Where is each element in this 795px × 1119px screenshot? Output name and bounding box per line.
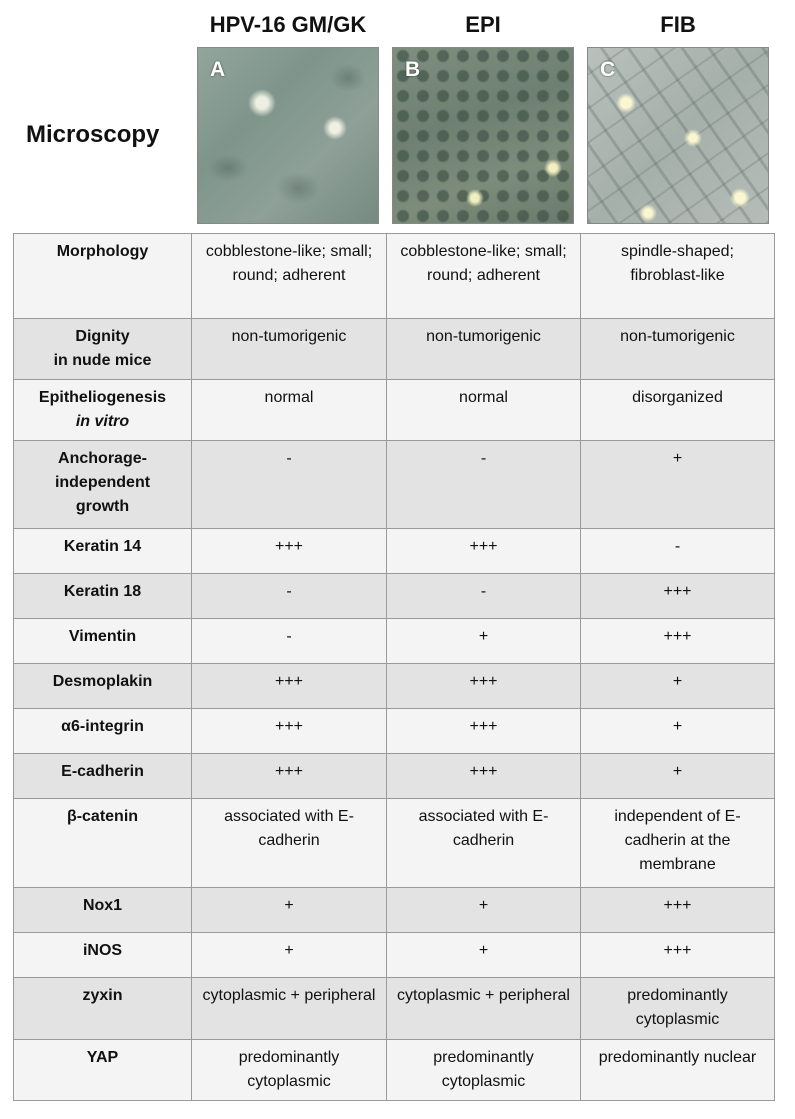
row-label-line: Dignity xyxy=(75,328,130,345)
table-row-anchorage xyxy=(14,441,775,529)
row-label-line: Epitheliogenesis xyxy=(38,389,167,406)
table-row-yap xyxy=(14,1040,775,1101)
cell-epi: cytoplasmic + peripheral xyxy=(387,978,581,1040)
table-row-inos xyxy=(14,933,775,978)
microscopy-image-hpv16 xyxy=(197,47,379,224)
row-label-line: growth xyxy=(75,498,130,515)
cell-fib: +++ xyxy=(581,933,775,978)
cell-epi: + xyxy=(387,888,581,933)
row-label: Keratin 14 xyxy=(14,529,192,574)
cell-epi: cobblestone-like; small; round; adherent xyxy=(387,234,581,319)
table-row-epitheliogenesis xyxy=(14,380,775,441)
table-row-dignity xyxy=(14,319,775,380)
column-header-hpv16: HPV-16 GM/GK xyxy=(209,12,367,37)
cell-hpv16: +++ xyxy=(192,664,387,709)
cell-fib: + xyxy=(581,441,775,529)
row-label: YAP xyxy=(14,1040,192,1101)
cell-epi: - xyxy=(387,574,581,619)
row-label: α6-integrin xyxy=(14,709,192,754)
row-label: Vimentin xyxy=(14,619,192,664)
row-label xyxy=(14,319,192,380)
cell-epi: associated with E-cadherin xyxy=(387,799,581,888)
table-row-b-catenin xyxy=(14,799,775,888)
row-label: Morphology xyxy=(14,234,192,319)
row-label xyxy=(14,380,192,441)
table-row-e-cadherin xyxy=(14,754,775,799)
row-label: zyxin xyxy=(14,978,192,1040)
cell-hpv16: normal xyxy=(192,380,387,441)
cell-fib: +++ xyxy=(581,619,775,664)
table-row-keratin18 xyxy=(14,574,775,619)
column-header-epi: EPI xyxy=(465,12,501,37)
cell-epi: +++ xyxy=(387,709,581,754)
cell-hpv16: + xyxy=(192,933,387,978)
row-label: iNOS xyxy=(14,933,192,978)
microscopy-image-epi xyxy=(392,47,574,224)
cell-fib: +++ xyxy=(581,574,775,619)
cell-hpv16: +++ xyxy=(192,529,387,574)
cell-fib: disorganized xyxy=(581,380,775,441)
row-label xyxy=(14,441,192,529)
cell-hpv16: cobblestone-like; small; round; adherent xyxy=(192,234,387,319)
row-label-line: in nude mice xyxy=(53,352,152,369)
table-row-zyxin xyxy=(14,978,775,1040)
row-label: β-catenin xyxy=(14,799,192,888)
cell-hpv16: - xyxy=(192,574,387,619)
cell-hpv16: cytoplasmic + peripheral xyxy=(192,978,387,1040)
cell-fib: predominantly cytoplasmic xyxy=(581,978,775,1040)
panel-letter-a: A xyxy=(210,58,226,81)
cell-hpv16: +++ xyxy=(192,709,387,754)
cell-epi: +++ xyxy=(387,529,581,574)
properties-table xyxy=(13,233,775,1101)
microscopy-image-fib xyxy=(587,47,769,224)
table-row-desmoplakin xyxy=(14,664,775,709)
cell-fib: non-tumorigenic xyxy=(581,319,775,380)
row-label-line: Anchorage- xyxy=(58,450,147,467)
row-label: Keratin 18 xyxy=(14,574,192,619)
cell-epi: normal xyxy=(387,380,581,441)
table-row-morphology xyxy=(14,234,775,319)
table-row-vimentin xyxy=(14,619,775,664)
cell-epi: - xyxy=(387,441,581,529)
cell-fib: + xyxy=(581,709,775,754)
cell-epi: non-tumorigenic xyxy=(387,319,581,380)
microscopy-label: Microscopy xyxy=(26,121,160,148)
cell-fib: +++ xyxy=(581,888,775,933)
panel-letter-b: B xyxy=(405,58,421,81)
cell-epi: +++ xyxy=(387,754,581,799)
cell-hpv16: non-tumorigenic xyxy=(192,319,387,380)
panel-letter-c: C xyxy=(600,58,616,81)
cell-fib: spindle-shaped; fibroblast-like xyxy=(581,234,775,319)
cell-hpv16: predominantly cytoplasmic xyxy=(192,1040,387,1101)
cell-hpv16: +++ xyxy=(192,754,387,799)
row-label: E-cadherin xyxy=(14,754,192,799)
cell-epi: +++ xyxy=(387,664,581,709)
row-label: Nox1 xyxy=(14,888,192,933)
column-header-fib: FIB xyxy=(660,12,696,37)
cell-fib: + xyxy=(581,664,775,709)
cell-fib: independent of E-cadherin at the membrane xyxy=(581,799,775,888)
cell-epi: + xyxy=(387,933,581,978)
cell-epi: predominantly cytoplasmic xyxy=(387,1040,581,1101)
cell-fib: - xyxy=(581,529,775,574)
table-row-a6-integrin xyxy=(14,709,775,754)
cell-hpv16: - xyxy=(192,441,387,529)
row-label-line: in vitro xyxy=(75,413,130,430)
cell-fib: predominantly nuclear xyxy=(581,1040,775,1101)
cell-epi: + xyxy=(387,619,581,664)
table-row-keratin14 xyxy=(14,529,775,574)
cell-fib: + xyxy=(581,754,775,799)
cell-hpv16: - xyxy=(192,619,387,664)
row-label-line: independent xyxy=(54,474,151,491)
row-label: Desmoplakin xyxy=(14,664,192,709)
cell-hpv16: + xyxy=(192,888,387,933)
table-row-nox1 xyxy=(14,888,775,933)
cell-hpv16: associated with E-cadherin xyxy=(192,799,387,888)
